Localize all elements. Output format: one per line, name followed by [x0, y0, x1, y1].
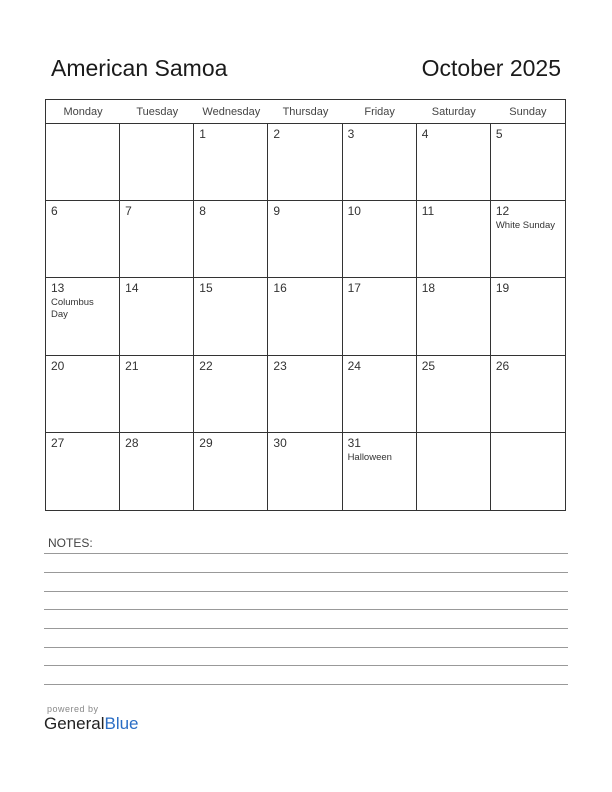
day-cell: [343, 433, 417, 510]
day-cell: [120, 124, 194, 201]
day-cell: [343, 278, 417, 355]
holiday-label: Columbus Day: [51, 297, 94, 321]
day-cell: [417, 356, 491, 433]
day-cell: [46, 201, 120, 278]
day-cell: [46, 356, 120, 433]
holiday-label: Halloween: [347, 451, 392, 463]
weekday-saturday: Saturday: [431, 106, 476, 118]
day-cell: [417, 201, 491, 278]
day-number: 24: [347, 358, 361, 373]
brand-blue: Blue: [104, 714, 139, 733]
day-number: 23: [273, 358, 287, 373]
day-cell: [343, 201, 417, 278]
day-cell: [194, 356, 268, 433]
day-number: 13: [51, 281, 65, 296]
brand-name: [44, 714, 139, 734]
day-number: 9: [273, 204, 281, 219]
day-number: 16: [273, 281, 287, 296]
day-number: 28: [125, 435, 139, 450]
day-number: 31: [347, 435, 361, 450]
day-number: 20: [51, 358, 65, 373]
day-cell: [417, 278, 491, 355]
day-cell: [46, 433, 120, 510]
day-cell: [491, 433, 565, 510]
day-cell: [343, 356, 417, 433]
page-title-month: October 2025: [421, 55, 561, 81]
notes-label: NOTES:: [48, 536, 93, 550]
day-cell: [46, 278, 120, 355]
day-cell: [120, 356, 194, 433]
day-number: 6: [51, 204, 58, 219]
day-number: 21: [125, 358, 139, 373]
weekday-header: [46, 100, 565, 124]
day-cell: [491, 356, 565, 433]
day-number: 30: [273, 435, 287, 450]
day-number: 22: [199, 358, 213, 373]
note-line: [44, 591, 568, 592]
day-cell: [268, 278, 342, 355]
weekday-monday: Monday: [63, 106, 103, 118]
weekday-wednesday: Wednesday: [202, 106, 261, 118]
day-cell: [268, 433, 342, 510]
day-number: 8: [199, 204, 206, 219]
day-number: 7: [125, 204, 132, 219]
day-cell: [268, 201, 342, 278]
day-cell: [343, 124, 417, 201]
day-cell: [46, 124, 120, 201]
day-number: 15: [199, 281, 213, 296]
weekday-thursday: Thursday: [282, 106, 329, 118]
powered-by-text: powered by: [47, 704, 99, 714]
day-cell: [268, 356, 342, 433]
weekday-sunday: Sunday: [509, 106, 547, 118]
note-line: [44, 647, 568, 648]
day-cell: [194, 124, 268, 201]
day-number: 17: [347, 281, 361, 296]
day-number: 27: [51, 435, 65, 450]
day-number: 10: [347, 204, 361, 219]
day-number: 29: [199, 435, 213, 450]
day-number: 26: [495, 358, 510, 373]
day-number: 25: [421, 358, 436, 373]
day-number: 2: [273, 127, 281, 141]
brand-logo: [44, 704, 139, 734]
calendar-days: [46, 124, 565, 510]
day-number: 12: [495, 204, 510, 219]
page-title-country: American Samoa: [51, 55, 228, 81]
day-cell: [194, 201, 268, 278]
note-line: [44, 553, 568, 554]
note-line: [44, 572, 568, 573]
day-cell: [120, 201, 194, 278]
holiday-label: White Sunday: [495, 220, 555, 232]
note-line: [44, 609, 568, 610]
day-number: 4: [421, 127, 429, 141]
day-number: 3: [347, 127, 355, 141]
weekday-tuesday: Tuesday: [136, 106, 179, 118]
day-number: 5: [495, 127, 503, 141]
day-number: 1: [199, 127, 206, 141]
day-cell: [268, 124, 342, 201]
day-cell: [120, 433, 194, 510]
note-line: [44, 628, 568, 629]
note-line: [44, 684, 568, 685]
day-number: 11: [421, 204, 435, 219]
weekday-friday: Friday: [364, 106, 395, 118]
day-cell: [194, 278, 268, 355]
day-number: 19: [495, 281, 510, 296]
day-cell: [417, 124, 491, 201]
calendar-grid: [45, 99, 566, 511]
day-number: 18: [421, 281, 436, 296]
day-cell: [417, 433, 491, 510]
day-number: 14: [125, 281, 139, 296]
day-cell: [194, 433, 268, 510]
day-cell: [491, 124, 565, 201]
note-line: [44, 665, 568, 666]
day-cell: [491, 278, 565, 355]
brand-general: General: [44, 714, 105, 733]
day-cell: [491, 201, 565, 278]
day-cell: [120, 278, 194, 355]
